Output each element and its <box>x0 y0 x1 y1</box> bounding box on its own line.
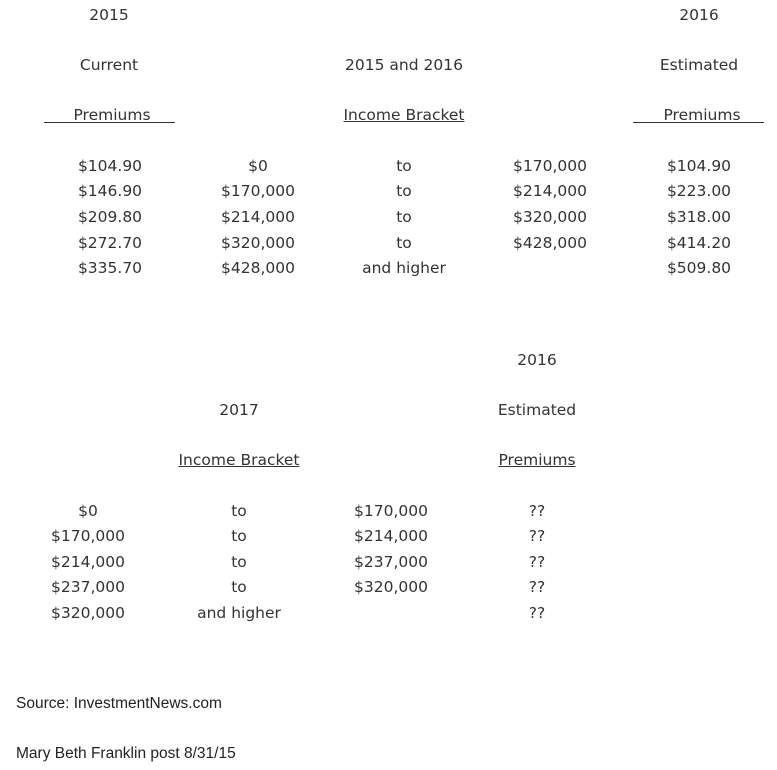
t2-bracket-low: $0 <box>78 502 98 520</box>
t2-bracket-high: $237,000 <box>354 553 428 571</box>
t1-current-year: 2015 <box>89 6 129 24</box>
t1-bracket-low: $170,000 <box>221 182 295 200</box>
t2-bracket-sep: to <box>231 502 247 520</box>
t1-estimated-premium: $104.90 <box>666 157 732 175</box>
t1-bracket-low: $214,000 <box>221 208 295 226</box>
t1-bracket-low: $320,000 <box>221 234 295 252</box>
t2-bracket-high: $170,000 <box>354 502 428 520</box>
t1-estimated-premiums-heading: Premiums <box>663 106 741 124</box>
t1-bracket-sep: and higher <box>362 259 446 277</box>
t1-bracket-low: $0 <box>248 157 268 175</box>
t1-premiums-heading: Premiums <box>73 106 151 124</box>
t2-premiums-heading: Premiums <box>498 451 576 469</box>
t1-bracket-high: $320,000 <box>513 208 587 226</box>
t1-bracket-high: $214,000 <box>513 182 587 200</box>
t2-bracket-high: $320,000 <box>354 578 428 596</box>
t1-current-label: Current <box>79 56 139 74</box>
t1-current-premium: $272.70 <box>77 234 143 252</box>
t1-bracket-sep: to <box>396 182 412 200</box>
t2-premium: ?? <box>528 604 546 622</box>
t1-bracket-high: $428,000 <box>513 234 587 252</box>
t2-premium: ?? <box>528 502 546 520</box>
t1-current-premium: $104.90 <box>77 157 143 175</box>
author-attribution: Mary Beth Franklin post 8/31/15 <box>16 745 236 762</box>
t1-current-premium: $209.80 <box>77 208 143 226</box>
t2-premium-year: 2016 <box>517 351 557 369</box>
t2-bracket-low: $320,000 <box>51 604 125 622</box>
source-credit: Source: InvestmentNews.com <box>16 695 222 712</box>
t2-premium: ?? <box>528 527 546 545</box>
t1-bracket-sep: to <box>396 157 412 175</box>
t1-bracket-high: $170,000 <box>513 157 587 175</box>
t1-estimated-year: 2016 <box>679 6 719 24</box>
t1-estimated-label: Estimated <box>659 56 739 74</box>
t2-premium: ?? <box>528 578 546 596</box>
t2-bracket-sep: and higher <box>197 604 281 622</box>
t2-bracket-year: 2017 <box>219 401 259 419</box>
t2-income-bracket-heading: Income Bracket <box>178 451 300 469</box>
t1-estimated-premium: $223.00 <box>666 182 732 200</box>
t2-bracket-sep: to <box>231 553 247 571</box>
t1-bracket-sep: to <box>396 234 412 252</box>
t1-years-heading: 2015 and 2016 <box>345 56 463 74</box>
t1-bracket-low: $428,000 <box>221 259 295 277</box>
t2-bracket-sep: to <box>231 527 247 545</box>
t1-income-bracket-heading: Income Bracket <box>343 106 465 124</box>
t1-estimated-premium: $509.80 <box>666 259 732 277</box>
t1-estimated-premium: $318.00 <box>666 208 732 226</box>
t2-bracket-low: $214,000 <box>51 553 125 571</box>
t2-bracket-high: $214,000 <box>354 527 428 545</box>
t2-bracket-sep: to <box>231 578 247 596</box>
t1-current-premium: $146.90 <box>77 182 143 200</box>
t2-bracket-low: $170,000 <box>51 527 125 545</box>
t1-bracket-sep: to <box>396 208 412 226</box>
t1-estimated-premium: $414.20 <box>666 234 732 252</box>
t2-estimated-label: Estimated <box>497 401 577 419</box>
t2-bracket-low: $237,000 <box>51 578 125 596</box>
t2-premium: ?? <box>528 553 546 571</box>
t1-current-premium: $335.70 <box>77 259 143 277</box>
